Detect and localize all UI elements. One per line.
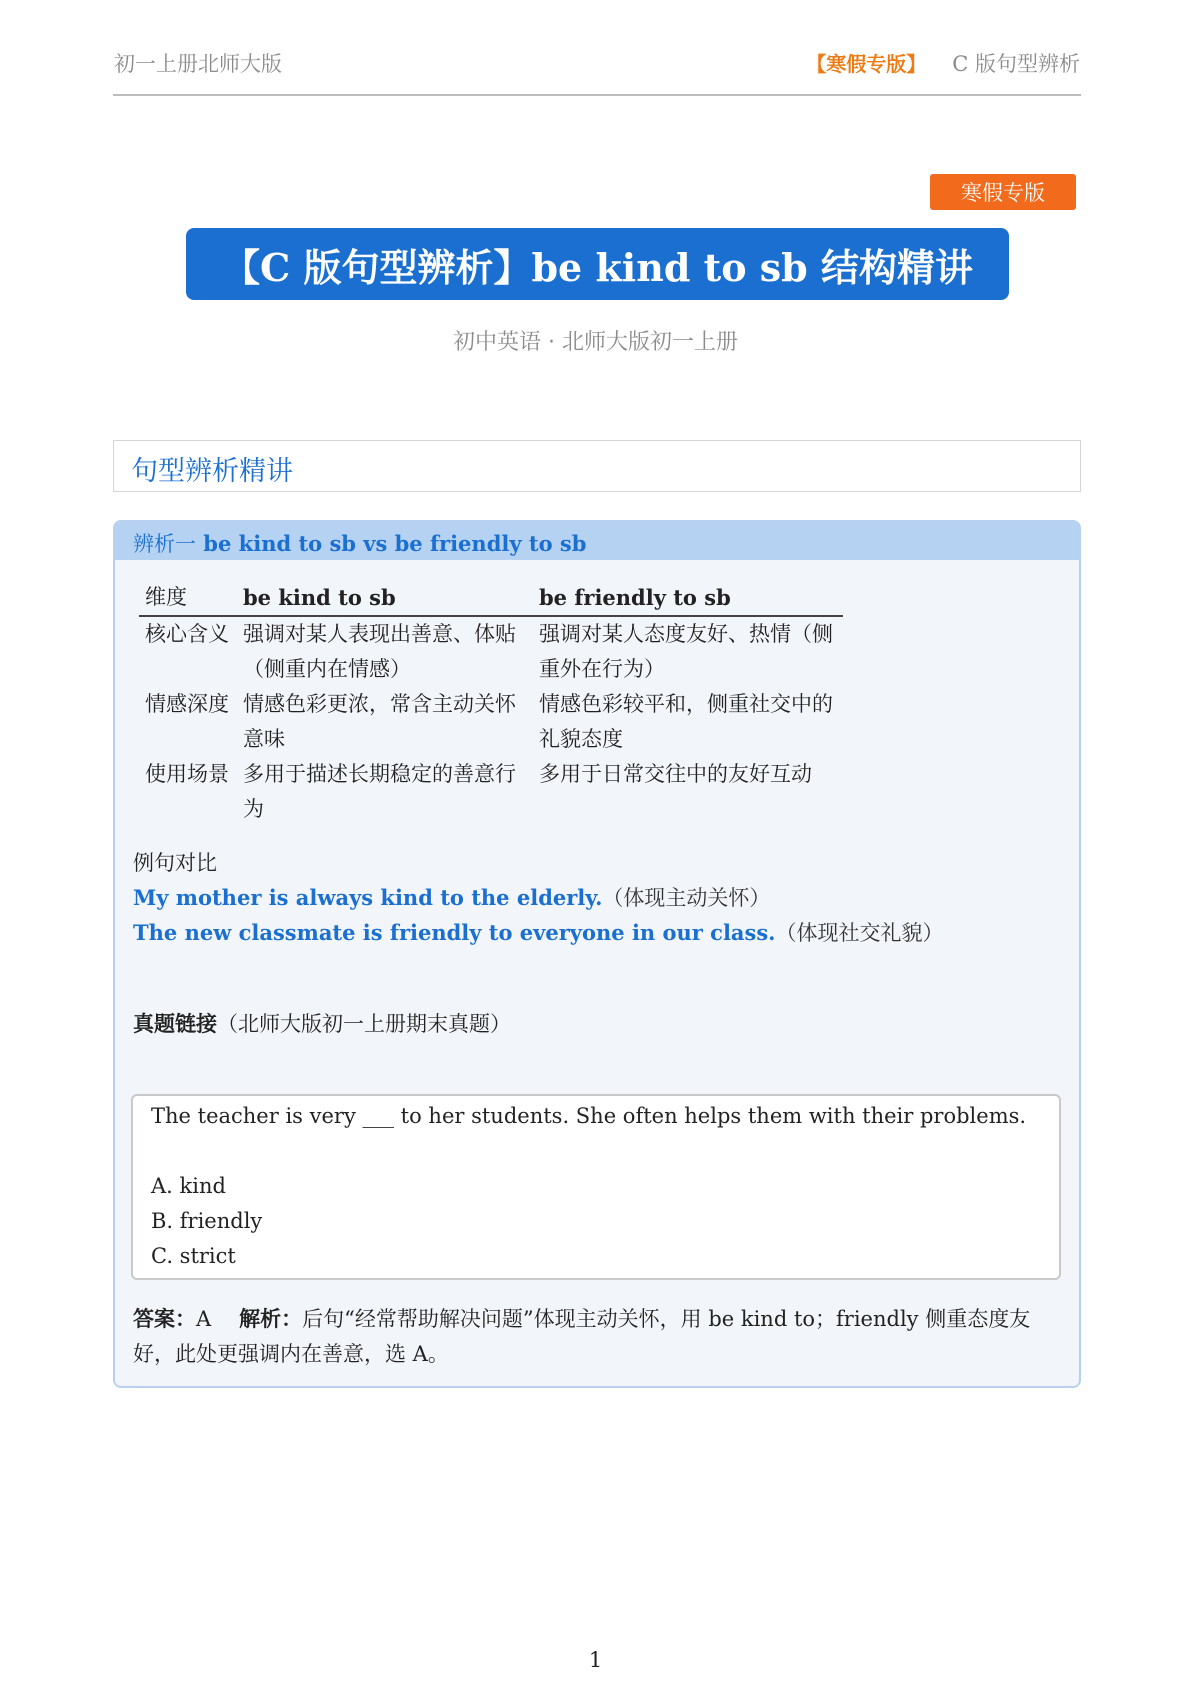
- question-option: B. friendly: [151, 1209, 263, 1233]
- table-row: [139, 757, 843, 827]
- example-english: My mother is always kind to the elderly.: [133, 885, 603, 910]
- section-heading-box: [113, 440, 1081, 492]
- comparison-table: [139, 577, 843, 827]
- header-right-text: C 版句型辨析: [952, 52, 1080, 76]
- example-note: （体现社交礼貌）: [775, 921, 944, 945]
- table-cell: 使用场景: [145, 762, 229, 786]
- question-stem: The teacher is very ___ to her students. She often helps them with their problems.: [151, 1104, 1027, 1128]
- examples-label: 例句对比: [133, 851, 217, 875]
- table-cell: 多用于描述长期稳定的善意行为: [243, 762, 516, 821]
- table-cell: 情感深度: [145, 692, 229, 716]
- answer-label: 答案：: [133, 1307, 196, 1331]
- real-exam-source: （北师大版初一上册期末真题）: [217, 1012, 511, 1036]
- example-sentence: [133, 882, 770, 912]
- question-option: C. strict: [151, 1244, 236, 1268]
- analysis-card: [113, 520, 1081, 1388]
- real-exam-link: [133, 1008, 511, 1038]
- question-box: [131, 1094, 1061, 1280]
- analysis-text: 后句“经常帮助解决问题”体现主动关怀，用 be kind to；friendly 侧重态度友好，此处更强调内在善意，选 A。: [133, 1307, 1031, 1366]
- header-right: [806, 48, 1080, 78]
- table-cell: 情感色彩较平和，侧重社交中的礼貌态度: [539, 692, 833, 751]
- card-header-en: be kind to sb vs be friendly to sb: [196, 531, 587, 556]
- card-header-title: [133, 528, 586, 558]
- card-header-zh: 辨析一: [133, 532, 196, 556]
- section-title: 句型辨析精讲: [131, 456, 293, 487]
- table-cell: 情感色彩更浓，常含主动关怀意味: [243, 692, 516, 751]
- question-option: A. kind: [151, 1174, 226, 1198]
- table-row: [139, 687, 843, 757]
- table-header-row: [139, 577, 843, 616]
- page-subtitle: 初中英语 · 北师大版初一上册: [453, 330, 738, 355]
- real-exam-label: 真题链接: [133, 1012, 217, 1036]
- table-header-cell: 维度: [139, 577, 243, 616]
- example-sentence: [133, 917, 943, 947]
- table-header-cell: be friendly to sb: [539, 577, 843, 616]
- table-header-cell: be kind to sb: [243, 577, 539, 616]
- page-title: 【C 版句型辨析】be kind to sb 结构精讲: [186, 228, 1009, 300]
- card-header: [115, 522, 1079, 560]
- table-cell: 强调对某人态度友好、热情（侧重外在行为）: [539, 622, 833, 681]
- example-note: （体现主动关怀）: [602, 886, 771, 910]
- answer-block: [133, 1302, 1063, 1372]
- answer-value: A: [196, 1307, 212, 1331]
- table-cell: 核心含义: [145, 622, 229, 646]
- header-left-text: 初一上册北师大版: [114, 52, 282, 76]
- table-row: [139, 616, 843, 687]
- edition-badge: 寒假专版: [930, 174, 1076, 210]
- header-divider: [113, 94, 1081, 96]
- header-tag: 【寒假专版】: [806, 52, 927, 76]
- table-cell: 多用于日常交往中的友好互动: [539, 762, 812, 786]
- analysis-label: 解析：: [239, 1307, 303, 1331]
- example-english: The new classmate is friendly to everyone in our class.: [133, 920, 776, 945]
- table-cell: 强调对某人表现出善意、体贴（侧重内在情感）: [243, 622, 516, 681]
- page-number: 1: [588, 1648, 603, 1672]
